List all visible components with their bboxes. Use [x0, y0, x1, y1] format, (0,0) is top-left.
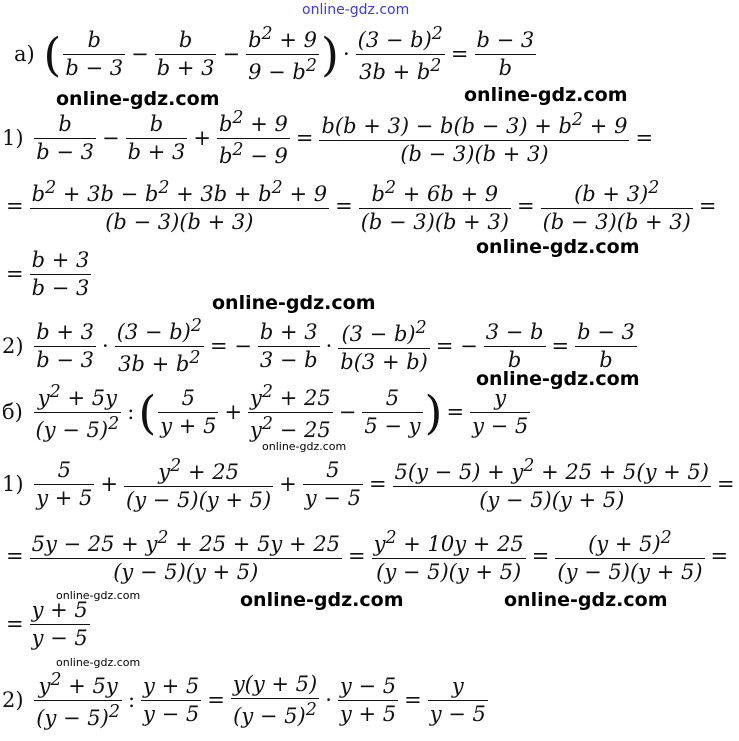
problem-b-step-2: 2) $\frac{y^2 + 5y}{(y - 5)^2}$ : $\frac{y + 5}{y - 5}$ = $\frac{y(y + 5)}{(y - 5)^2}$ · $\frac{y - 5}{y + 5}$ = $\frac{y}{y - 5}$	[2, 670, 486, 730]
label-a-step-1: 1)	[2, 126, 24, 150]
label-a-step-2: 2)	[2, 334, 24, 358]
label-b: б)	[2, 400, 23, 424]
problem-a-step-2: 2) $\frac{b + 3}{b - 3}$ · $\frac{(3 - b)^2}{3b + b^2}$ = − $\frac{b + 3}{3 - b}$ · $\frac{(3 - b)^2}{b(3 + b)}$ = − $\frac{3 - b}{b}$ = $\frac{b - 3}{b}$	[2, 316, 635, 376]
problem-b-statement: б) $\frac{y^2 + 5y}{(y - 5)^2}$ :( $\frac{5}{y + 5}$ + $\frac{y^2 + 25}{y^2 - 25}$ − $\frac{5}{5 - y}$ ) = $\frac{y}{y - 5}$	[2, 382, 529, 442]
watermark: online-gdz.com	[212, 292, 376, 314]
problem-a-step-1: 1) $\frac{b}{b - 3}$ − $\frac{b}{b + 3}$ + $\frac{b^2 + 9}{b^2 - 9}$ = $\frac{b(b + 3) - b(b - 3) + b^2 + 9}{(b - 3)(b + 3)}$ =	[2, 108, 654, 168]
problem-b-step-1-cont: = $\frac{5y - 25 + y^2 + 25 + 5y + 25}{(y - 5)(y + 5)}$ = $\frac{y^2 + 10y + 25}{(y - 5)(y + 5)}$ = $\frac{(y + 5)^2}{(y - 5)(y + 5)}$ =	[6, 528, 729, 584]
watermark: online-gdz.com	[56, 88, 220, 110]
watermark-small: online-gdz.com	[56, 589, 141, 602]
watermark-small: online-gdz.com	[262, 440, 347, 453]
watermark-small: online-gdz.com	[56, 656, 141, 669]
watermark: online-gdz.com	[504, 589, 668, 611]
label-b-step-2: 2)	[2, 688, 24, 712]
problem-a-step-1-cont: = $\frac{b^2 + 3b - b^2 + 3b + b^2 + 9}{(b - 3)(b + 3)}$ = $\frac{b^2 + 6b + 9}{(b - 3)(b + 3)}$ = $\frac{(b + 3)^2}{(b - 3)(b + 3)}$ =	[6, 178, 717, 234]
watermark: online-gdz.com	[476, 368, 640, 390]
problem-b-step-1: 1) $\frac{5}{y + 5}$ + $\frac{y^2 + 25}{(y - 5)(y + 5)}$ + $\frac{5}{y - 5}$ = $\frac{5(y - 5) + y^2 + 25 + 5(y + 5)}{(y - 5)(y + 5)}$ =	[2, 456, 735, 512]
problem-a-step-1-result: = $\frac{b + 3}{b - 3}$	[6, 248, 90, 300]
watermark: online-gdz.com	[476, 236, 640, 258]
problem-a-statement: а) ( $\frac{b}{b - 3}$ − $\frac{b}{b + 3}$ − $\frac{b^2 + 9}{9 - b^2}$ ) · $\frac{(3 - b)^2}{3b + b^2}$ = $\frac{b - 3}{b}$	[14, 24, 535, 84]
problem-b-step-1-result: = $\frac{y + 5}{y - 5}$	[6, 598, 88, 650]
watermark: online-gdz.com	[240, 589, 404, 611]
watermark: online-gdz.com	[464, 84, 628, 106]
watermark-top: online-gdz.com	[302, 2, 410, 18]
label-b-step-1: 1)	[2, 472, 24, 496]
label-a: а)	[14, 42, 35, 66]
